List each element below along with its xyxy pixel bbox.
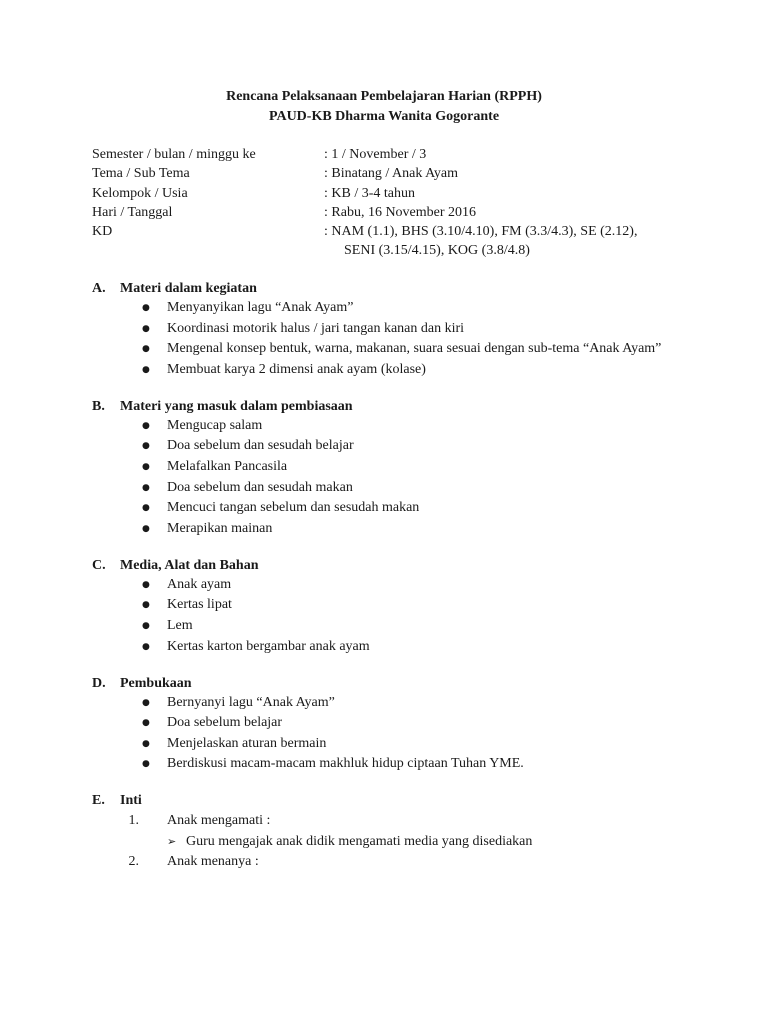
item-text: Anak mengamati : <box>167 813 271 829</box>
list-item: ● Membuat karya 2 dimensi anak ayam (kolase) <box>92 361 677 379</box>
numbered-item <box>92 811 692 832</box>
section-letter: E. <box>92 793 105 809</box>
list-item: ● Melafalkan Pancasila <box>92 458 677 476</box>
section-title: Media, Alat dan Bahan <box>120 557 259 573</box>
bullet-list <box>92 694 692 774</box>
item-number: 2. <box>128 854 139 870</box>
section-title: Inti <box>120 793 142 809</box>
list-item: ● Bernyanyi lagu “Anak Ayam” <box>92 694 677 712</box>
item-number: 1. <box>128 813 139 829</box>
info-value-kd <box>324 222 692 261</box>
section-letter: D. <box>92 675 106 691</box>
info-label: Semester / bulan / minggu ke <box>92 147 256 162</box>
section-heading <box>92 397 692 417</box>
section-e <box>92 791 692 873</box>
info-value: : 1 / November / 3 <box>324 147 427 162</box>
numbered-item <box>92 852 692 873</box>
section-a <box>92 279 692 379</box>
info-row-tema <box>92 164 692 183</box>
section-heading <box>92 674 692 694</box>
info-value: : KB / 3-4 tahun <box>324 185 415 201</box>
sub-item <box>92 832 692 852</box>
sub-item-text: Guru mengajak anak didik mengamati media yang disediakan <box>186 834 533 850</box>
info-value: : Binatang / Anak Ayam <box>324 166 459 182</box>
section-title: Pembukaan <box>120 675 192 691</box>
bullet-list <box>92 417 692 538</box>
document-title <box>0 87 768 127</box>
list-item: ● Merapikan mainan <box>92 520 677 538</box>
list-item: ● Kertas lipat <box>92 596 677 614</box>
info-label: KD <box>92 224 113 240</box>
section-title: Materi dalam kegiatan <box>120 281 257 296</box>
section-letter: A. <box>92 281 106 296</box>
section-b <box>92 397 692 538</box>
info-label: Kelompok / Usia <box>92 185 188 201</box>
section-heading <box>92 791 692 811</box>
title-line-2: PAUD-KB Dharma Wanita Gogorante <box>268 109 500 124</box>
list-item: ● Berdiskusi macam-macam makhluk hidup ciptaan Tuhan YME. <box>92 755 677 773</box>
section-letter: B. <box>92 398 105 414</box>
info-row-kelompok <box>92 184 692 203</box>
list-item: ● Mencuci tangan sebelum dan sesudah makan <box>92 499 677 517</box>
list-item: ● Doa sebelum belajar <box>92 714 677 732</box>
numbered-list <box>92 811 692 873</box>
list-item: ● Koordinasi motorik halus / jari tangan kanan dan kiri <box>92 320 677 338</box>
list-item: ● Doa sebelum dan sesudah makan <box>92 479 677 497</box>
info-label: Tema / Sub Tema <box>92 166 190 182</box>
bullet-list <box>92 299 692 379</box>
list-item: ● Lem <box>92 617 677 635</box>
list-item: ● Mengucap salam <box>92 417 677 435</box>
info-row-semester <box>92 145 692 164</box>
info-label: Hari / Tanggal <box>92 204 173 220</box>
section-c <box>92 556 692 656</box>
list-item: ● Doa sebelum dan sesudah belajar <box>92 437 677 455</box>
item-text: Anak menanya : <box>167 854 259 870</box>
list-item: ● Menjelaskan aturan bermain <box>92 735 677 753</box>
info-value: : Rabu, 16 November 2016 <box>324 204 477 220</box>
sections <box>92 279 692 891</box>
section-d <box>92 674 692 774</box>
bullet-list <box>92 576 692 656</box>
list-item: ● Menyanyikan lagu “Anak Ayam” <box>92 299 677 317</box>
list-item: ● Anak ayam <box>92 576 677 594</box>
section-heading <box>92 279 692 299</box>
info-table <box>92 145 692 261</box>
kd-line-2: SENI (3.15/4.15), KOG (3.8/4.8) <box>344 243 530 259</box>
info-row-hari <box>92 203 692 222</box>
section-letter: C. <box>92 557 106 573</box>
list-item: ● Mengenal konsep bentuk, warna, makanan, suara sesuai dengan sub-tema “Anak Ayam” <box>92 340 677 358</box>
arrow-bullet-icon: ➢ <box>167 835 177 849</box>
section-heading <box>92 556 692 576</box>
kd-line-1: : NAM (1.1), BHS (3.10/4.10), FM (3.3/4.3), SE (2.12), <box>324 224 638 240</box>
list-item: ● Kertas karton bergambar anak ayam <box>92 638 677 656</box>
title-line-1: Rencana Pelaksanaan Pembelajaran Harian (RPPH) <box>226 89 542 104</box>
section-title: Materi yang masuk dalam pembiasaan <box>120 398 353 414</box>
info-row-kd <box>92 222 692 261</box>
